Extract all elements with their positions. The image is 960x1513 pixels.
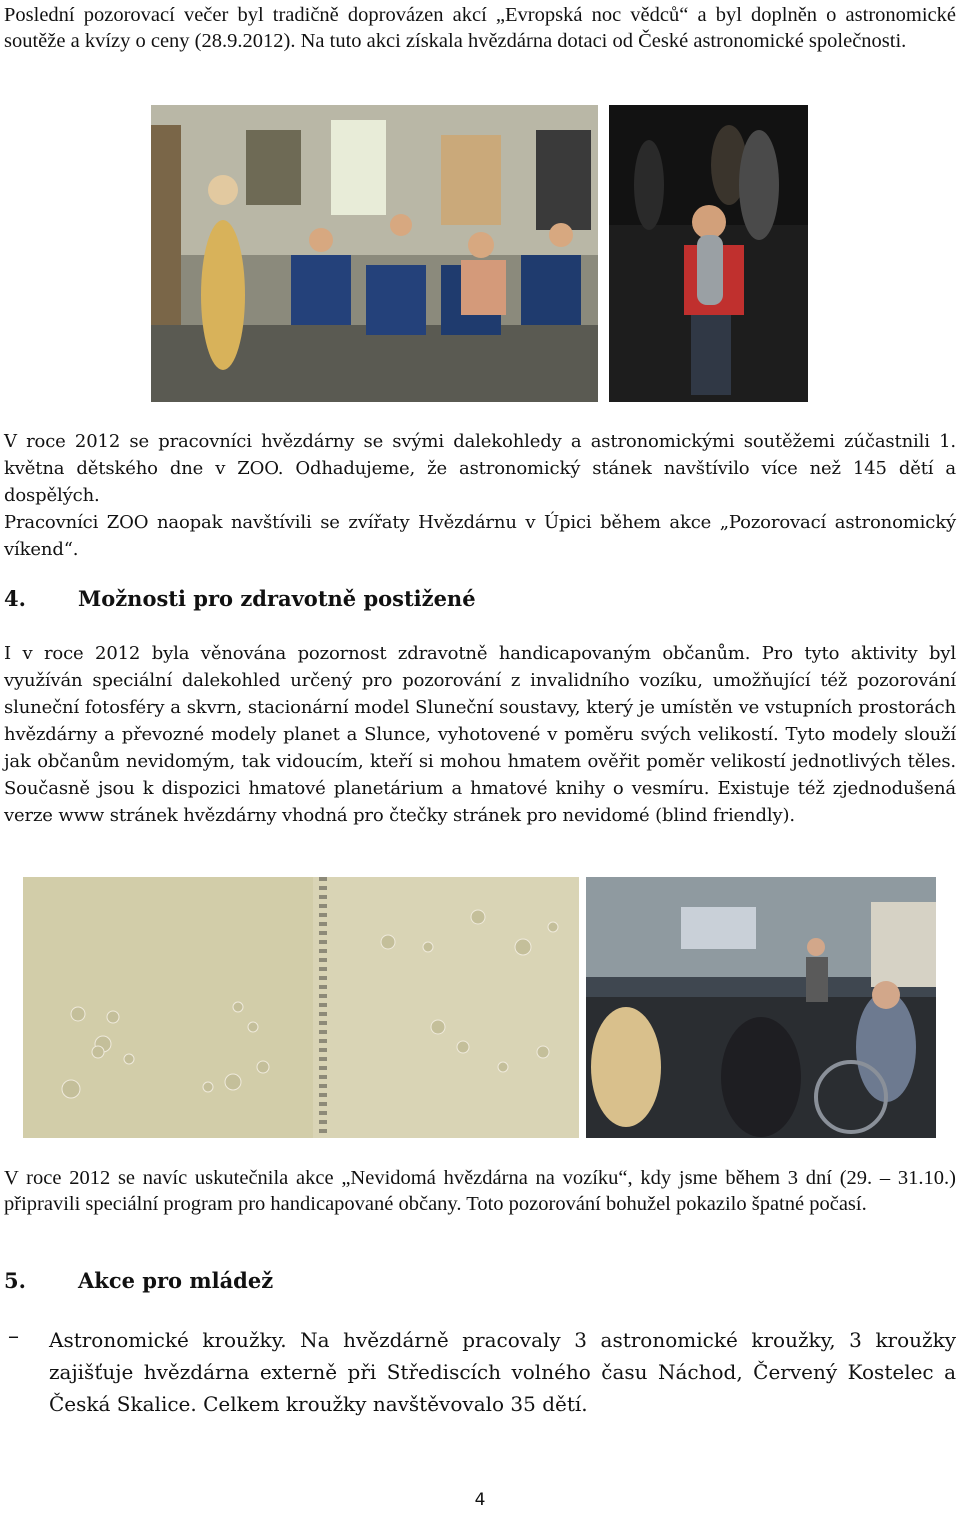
section-heading-5: [4, 1268, 273, 1293]
section-title: Akce pro mládež: [78, 1268, 274, 1293]
bullet-dash: –: [8, 1324, 19, 1349]
section-number: 4.: [4, 586, 26, 611]
section-heading-4: [4, 586, 476, 611]
page-number: 4: [474, 1490, 486, 1510]
photo-boy-with-telescope: [609, 105, 808, 402]
section-title: Možnosti pro zdravotně postižené: [78, 586, 476, 611]
photo-tactile-star-book: [23, 877, 579, 1138]
list-item-text: Astronomické kroužky. Na hvězdárně pracovaly 3 astronomické kroužky, 3 kroužky zajišťuje hvězdárna externě při Střediscích volného času Náchod, Červený Kostelec a Česká Skalice. Celkem kroužky navštěvovalo 35 dětí.: [49, 1328, 956, 1416]
paragraph-handicap: I v roce 2012 byla věnována pozornost zdravotně handicapovaným občanům. Pro tyto aktivity byl využíván speciální dalekohled určený pro pozorování z invalidního vozíku, umožňující též pozorování sluneční fotosféry a skvrn, stacionární model Sluneční soustavy, který je umístěn ve vstupních prostorách hvězdárny a převozné modely planet a Slunce, vyhotovené v poměru svých velikostí. Tyto modely slouží jak občanům nevidomým, tak vidoucím, kteří si mohou hmatem ověřit poměr velikostí jednotlivých těles. Současně jsou k dispozici hmatové planetárium a hmatové knihy o vesmíru. Existuje též zjednodušená verze www stránek hvězdárny vhodná pro čtečky stránek pro nevidomé (blind friendly).: [4, 643, 956, 826]
section-number: 5.: [4, 1268, 26, 1293]
photo-audience-projection: [586, 877, 936, 1138]
paragraph-evropska-noc: Poslední pozorovací večer byl tradičně doprovázen akcí „Evropská noc vědců“ a byl doplněn o astronomické soutěže a kvízy o ceny (28.9.2012). Na tuto akci získala hvězdárna dotaci od České astronomické společnosti.: [4, 4, 956, 52]
photo-classroom-lecture: [151, 105, 598, 402]
paragraph-nevidoma-hvezdarna: V roce 2012 se navíc uskutečnila akce „Nevidomá hvězdárna na vozíku“, kdy jsme během 3 dní (29. – 31.10.) připravili speciální program pro handicapované občany. Toto pozorování bohužel pokazilo špatné počasí.: [4, 1167, 956, 1215]
paragraph-zoo-visit: Pracovníci ZOO naopak navštívili se zvířaty Hvězdárnu v Úpici během akce „Pozorovací astronomický víkend“.: [4, 512, 956, 560]
paragraph-zoo-day: V roce 2012 se pracovníci hvězdárny se svými dalekohledy a astronomickými soutěžemi zúčastnili 1. května dětského dne v ZOO. Odhadujeme, že astronomický stánek navštívilo více než 145 dětí a dospělých.: [4, 431, 956, 506]
list-item-krouzky: [4, 1324, 956, 1420]
